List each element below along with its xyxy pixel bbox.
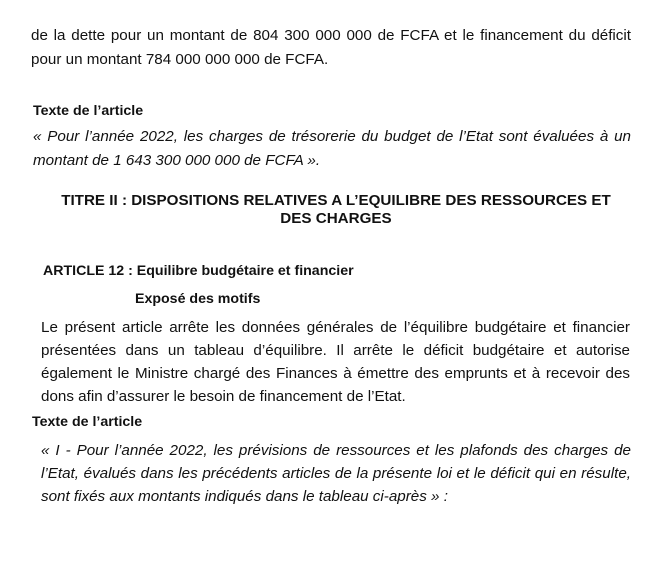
expose-des-motifs-label: Exposé des motifs [135,291,261,307]
article-12-heading: ARTICLE 12 : Equilibre budgétaire et financier [43,263,354,279]
texte-article-label: Texte de l’article [33,103,144,119]
article-11-quote-line-2: montant de 1 643 300 000 000 de FCFA ». [33,152,321,169]
expose-line-2: présentées dans un tableau d’équilibre. Il arrête le déficit budgétaire et autorise [41,342,630,359]
titre-ii-heading-line-1: TITRE II : DISPOSITIONS RELATIVES A L’EQUILIBRE DES RESSOURCES ET [61,192,611,209]
texte-article-label-2: Texte de l’article [32,414,143,430]
article-12-quote-line-2: l’Etat, évalués dans les précédents articles de la présente loi et le déficit qui en résulte, [41,465,631,482]
article-11-quote-line-1: « Pour l’année 2022, les charges de trésorerie du budget de l’Etat sont évaluées à un [33,128,631,145]
article-12-quote-line-3: sont fixés aux montants indiqués dans le tableau ci-après » : [41,488,448,505]
expose-line-3: également le Ministre chargé des Finances à émettre des emprunts et à recevoir des [41,365,630,382]
expose-line-1: Le présent article arrête les données générales de l’équilibre budgétaire et financier [41,319,630,336]
article-12-quote-line-1: « I - Pour l’année 2022, les prévisions de ressources et les plafonds des charges de [41,442,631,459]
intro-line-2: pour un montant 784 000 000 000 de FCFA. [31,51,329,68]
intro-line-1: de la dette pour un montant de 804 300 000 000 de FCFA et le financement du déficit [31,27,631,44]
expose-line-4: dons afin d’assurer le besoin de financement de l’Etat. [41,388,406,405]
titre-ii-heading-line-2: DES CHARGES [280,210,392,227]
